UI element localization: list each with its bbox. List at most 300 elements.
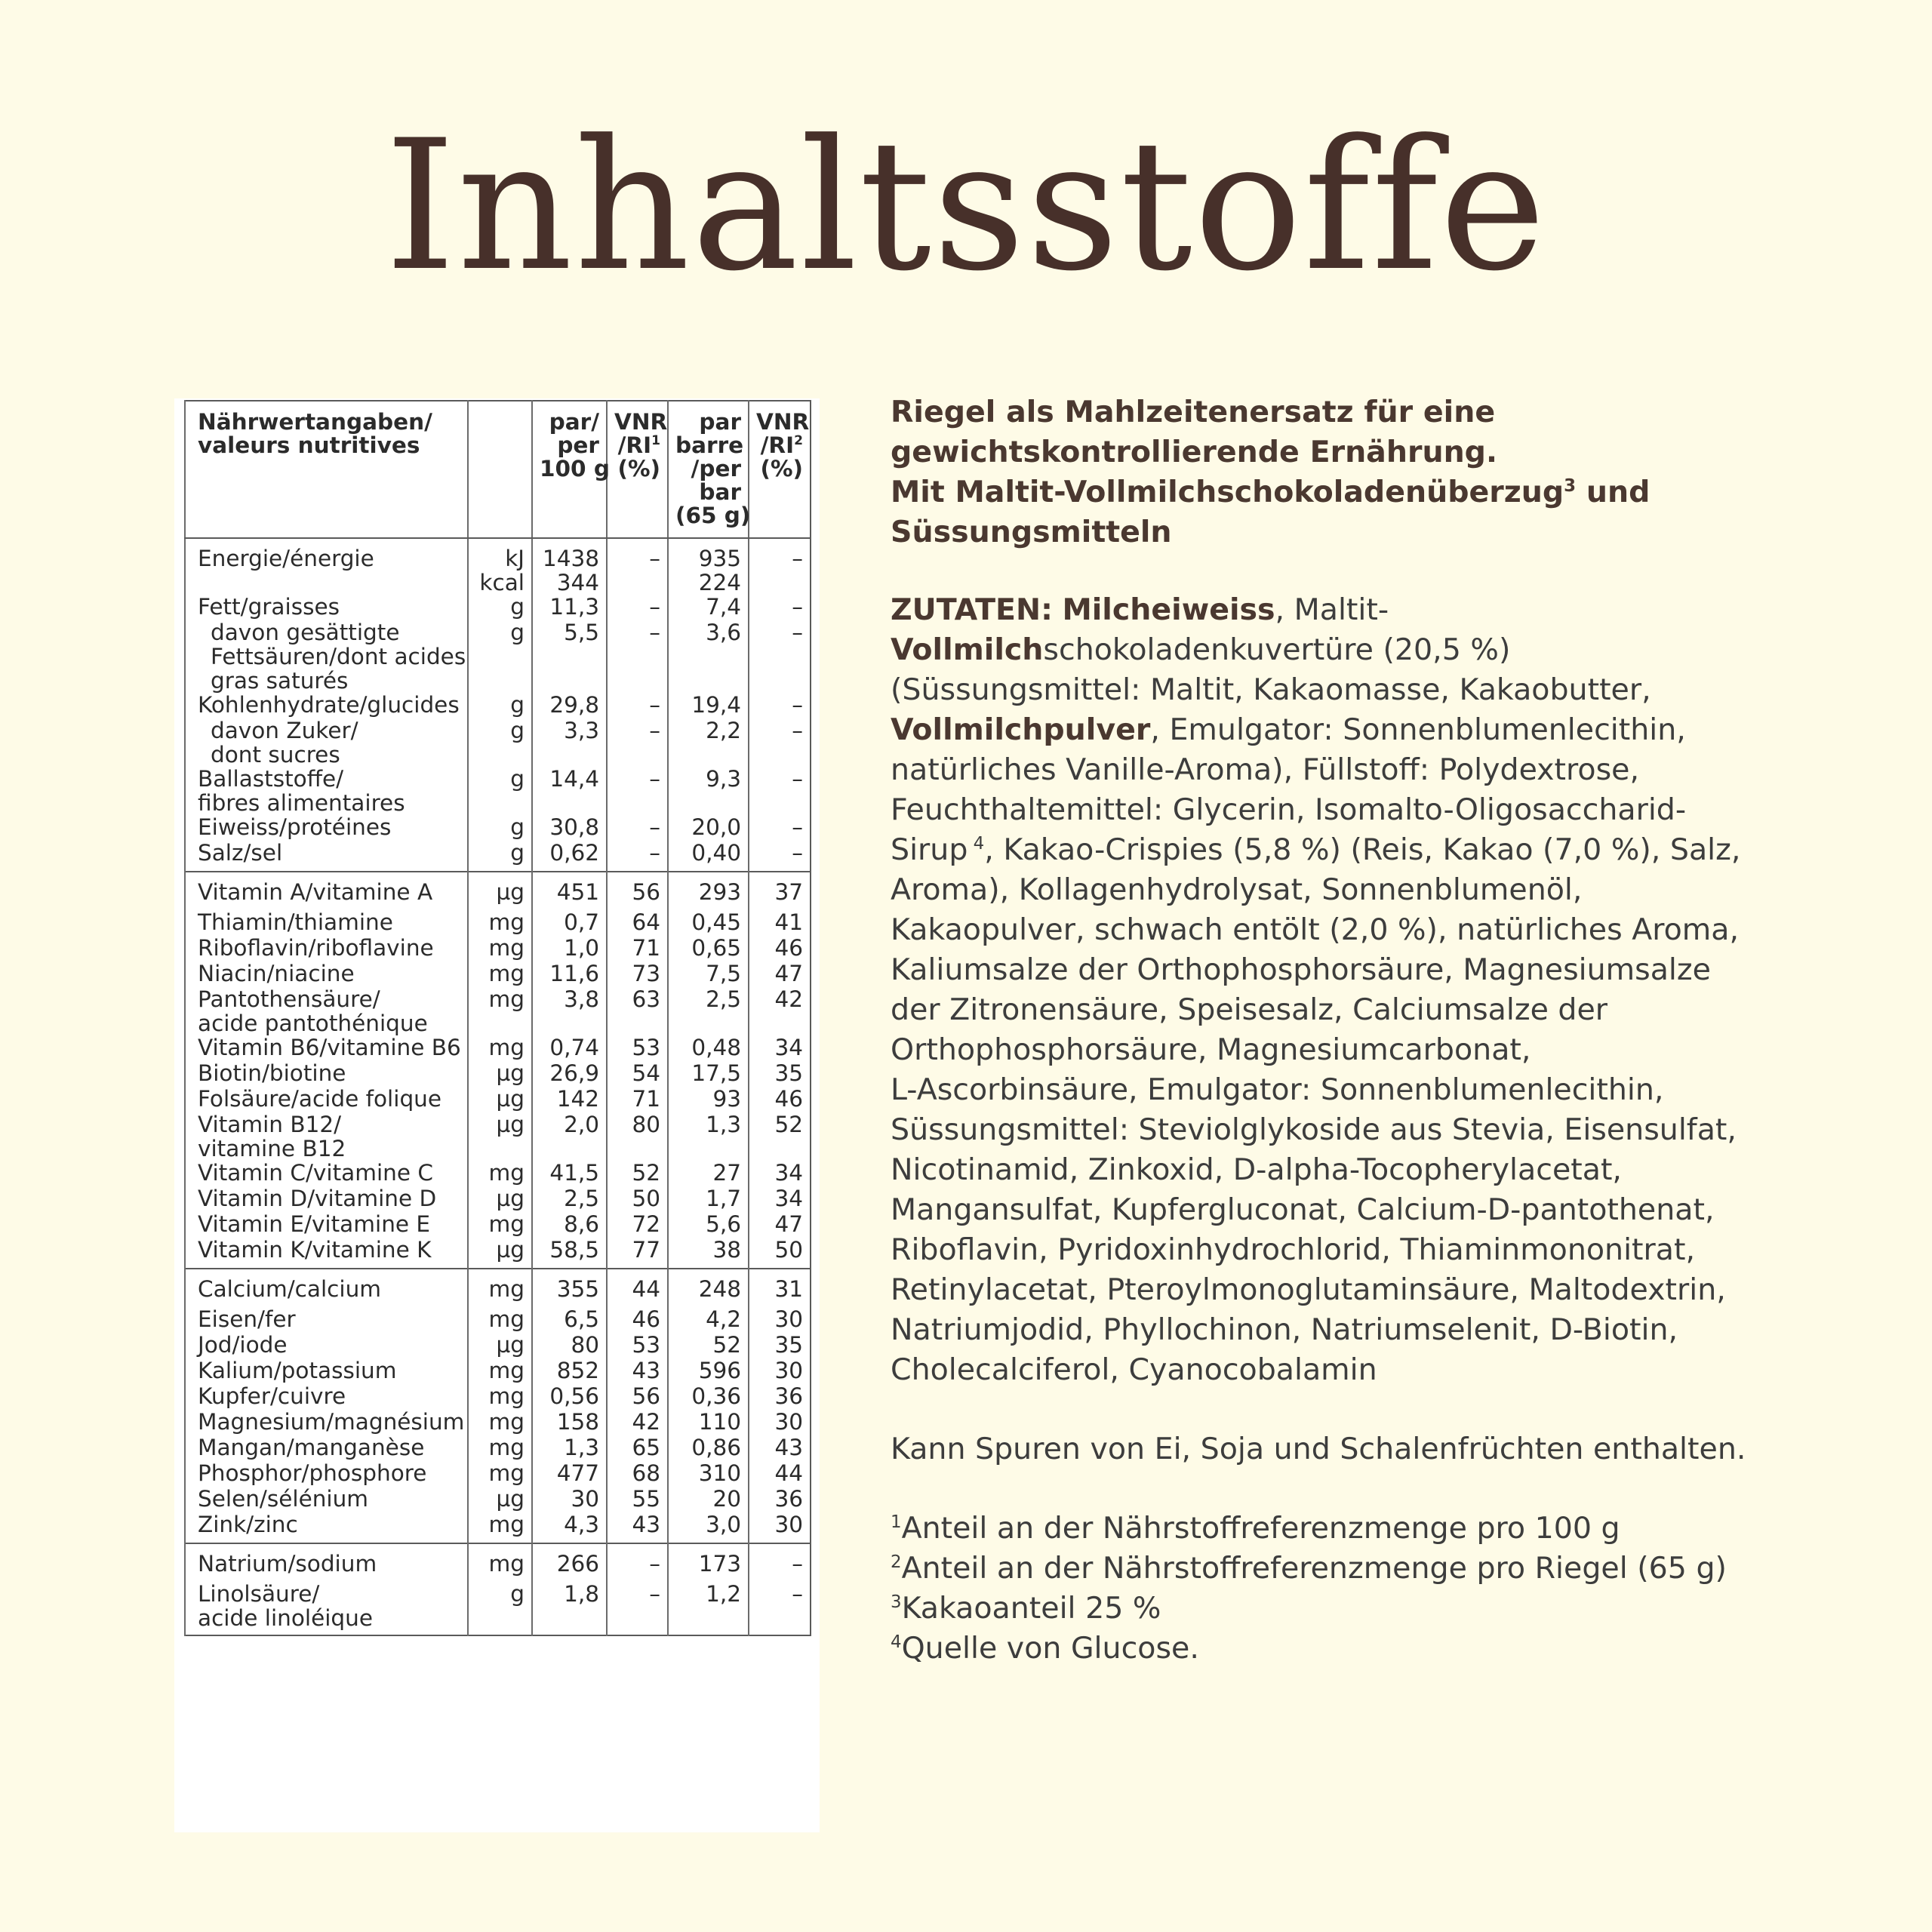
value-per-100g <box>532 1410 607 1435</box>
header-line: valeurs nutritives <box>198 432 420 458</box>
nutrient-unit <box>468 910 532 936</box>
table-row <box>185 1358 811 1384</box>
ri-per-bar-text: 36 <box>774 1383 803 1409</box>
ri-per-bar <box>749 1112 811 1161</box>
table-row <box>185 1487 811 1512</box>
nutrient-name-text: acide linoléique <box>198 1605 373 1631</box>
value-per-bar <box>668 1061 749 1087</box>
nutrient-unit <box>468 1543 532 1582</box>
header-line: per <box>557 432 599 458</box>
value-per-100g <box>532 961 607 987</box>
ingredient-text: Riboflavin, Pyridoxinhydrochlorid, Thiaminmononitrat, <box>891 1232 1696 1267</box>
ri-per-100g <box>607 595 668 620</box>
value-per-100g <box>532 1238 607 1269</box>
header-line: barre <box>675 432 744 458</box>
table-row <box>185 1238 811 1269</box>
nutrient-unit-text: g <box>510 840 525 866</box>
nutrient-unit-text: g <box>510 594 525 620</box>
nutrient-name-text: Jod/iode <box>198 1332 288 1358</box>
value-per-100g-text: 142 <box>556 1086 599 1112</box>
value-per-bar-text: 224 <box>698 570 741 595</box>
nutrient-name <box>185 1512 468 1543</box>
nutrient-name <box>185 595 468 620</box>
header-line: (%) <box>760 456 803 481</box>
nutrient-name <box>185 1461 468 1487</box>
ri-per-100g <box>607 1358 668 1384</box>
value-per-100g <box>532 1161 607 1186</box>
nutrient-name <box>185 1112 468 1161</box>
ri-per-100g-text: 46 <box>632 1306 660 1332</box>
value-per-100g-text: 2,0 <box>564 1112 599 1137</box>
ri-per-bar <box>749 1212 811 1238</box>
table-row <box>185 1212 811 1238</box>
ri-per-bar-text: 37 <box>774 879 803 905</box>
nutrient-name-text: Salz/sel <box>198 840 283 866</box>
value-per-100g-text: 3,8 <box>564 986 599 1012</box>
nutrient-unit <box>468 1061 532 1087</box>
value-per-bar <box>668 1461 749 1487</box>
nutrient-name <box>185 1087 468 1112</box>
value-per-100g <box>532 1582 607 1635</box>
nutrition-table-header <box>185 401 811 538</box>
nutrient-unit <box>468 1333 532 1358</box>
value-per-bar <box>668 1035 749 1061</box>
ri-per-100g-text: 80 <box>632 1112 660 1137</box>
value-per-100g <box>532 1269 607 1307</box>
nutrient-name <box>185 936 468 961</box>
value-per-bar-text: 27 <box>712 1160 741 1186</box>
nutrient-name <box>185 1358 468 1384</box>
nutrient-name-text: Eisen/fer <box>198 1306 296 1332</box>
value-per-bar-text: 38 <box>712 1237 741 1263</box>
ri-per-bar <box>749 1087 811 1112</box>
header-line: bar <box>699 479 741 505</box>
ri-per-100g <box>607 1112 668 1161</box>
value-per-bar <box>668 1186 749 1212</box>
nutrient-name <box>185 693 468 718</box>
table-row <box>185 1035 811 1061</box>
nutrient-unit-text: µg <box>496 1332 525 1358</box>
value-per-bar <box>668 1333 749 1358</box>
value-per-bar-text: 20,0 <box>691 814 741 840</box>
ri-per-100g <box>607 538 668 595</box>
ri-per-100g-text: – <box>649 594 660 620</box>
value-per-bar <box>668 1487 749 1512</box>
nutrient-name <box>185 1410 468 1435</box>
nutrient-name <box>185 1061 468 1087</box>
nutrient-name <box>185 872 468 910</box>
ri-per-100g <box>607 767 668 815</box>
table-row <box>185 1461 811 1487</box>
ri-per-bar <box>749 595 811 620</box>
table-row <box>185 1269 811 1307</box>
value-per-100g-text: 158 <box>556 1409 599 1435</box>
value-per-100g <box>532 815 607 841</box>
ri-per-bar-text: 47 <box>774 1211 803 1237</box>
nutrient-group <box>185 538 811 872</box>
nutrient-name-text: Folsäure/acide folique <box>198 1086 442 1112</box>
header-line: VNR <box>756 409 810 435</box>
ri-per-100g-text: 56 <box>632 1383 660 1409</box>
value-per-100g <box>532 693 607 718</box>
value-per-100g <box>532 1543 607 1582</box>
ri-per-bar <box>749 1435 811 1461</box>
nutrient-name <box>185 1186 468 1212</box>
ri-per-100g-text: – <box>649 814 660 840</box>
header-ri-100g <box>607 401 668 538</box>
nutrient-unit-text: mg <box>488 1358 525 1383</box>
ingredient-text: der Zitronensäure, Speisesalz, Calciumsalze der <box>891 992 1608 1027</box>
ri-per-bar <box>749 1358 811 1384</box>
nutrient-unit-text: mg <box>488 1435 525 1460</box>
value-per-100g <box>532 1307 607 1333</box>
header-line: 100 g <box>540 456 610 481</box>
value-per-100g <box>532 936 607 961</box>
ri-per-bar-text: 35 <box>774 1332 803 1358</box>
ri-per-100g <box>607 620 668 693</box>
footnote-marker: 4 <box>891 1632 902 1652</box>
value-per-bar-text: 4,2 <box>706 1306 741 1332</box>
nutrient-unit <box>468 538 532 595</box>
nutrient-unit <box>468 1238 532 1269</box>
ri-per-bar-text: 42 <box>774 986 803 1012</box>
description-line: Süssungsmitteln <box>891 515 1172 549</box>
nutrient-unit <box>468 1112 532 1161</box>
table-row <box>185 1061 811 1087</box>
ri-per-100g-text: – <box>649 620 660 645</box>
value-per-100g <box>532 841 607 872</box>
nutrient-unit <box>468 1512 532 1543</box>
ri-per-bar <box>749 1582 811 1635</box>
table-row <box>185 815 811 841</box>
value-per-100g <box>532 1061 607 1087</box>
value-per-bar-text: 52 <box>712 1332 741 1358</box>
nutrient-name <box>185 910 468 936</box>
value-per-100g <box>532 872 607 910</box>
ri-per-bar <box>749 1061 811 1087</box>
info-column <box>891 392 1902 1669</box>
value-per-100g <box>532 1358 607 1384</box>
nutrient-name-text: Phosphor/phosphore <box>198 1460 427 1486</box>
ri-per-bar <box>749 815 811 841</box>
footnote-text: Anteil an der Nährstoffreferenzmenge pro 100 g <box>901 1511 1620 1546</box>
ri-per-100g <box>607 936 668 961</box>
nutrient-name <box>185 1269 468 1307</box>
value-per-100g-text: 266 <box>556 1551 599 1577</box>
table-row <box>185 1410 811 1435</box>
nutrient-name <box>185 1307 468 1333</box>
nutrient-name <box>185 815 468 841</box>
ri-per-bar-text: – <box>792 1581 803 1607</box>
nutrient-unit <box>468 1410 532 1435</box>
ingredient-text: Feuchthaltemittel: Glycerin, Isomalto-Oligosaccharid- <box>891 792 1687 827</box>
value-per-bar-text: 1,7 <box>706 1186 741 1211</box>
value-per-bar <box>668 1269 749 1307</box>
value-per-bar-text: 596 <box>698 1358 741 1383</box>
table-row <box>185 1543 811 1582</box>
nutrient-name-text: Vitamin K/vitamine K <box>198 1237 432 1263</box>
ri-per-100g-text: 43 <box>632 1512 660 1537</box>
ri-per-100g <box>607 1384 668 1410</box>
ri-per-100g-text: 63 <box>632 986 660 1012</box>
value-per-100g-text: 0,56 <box>549 1383 599 1409</box>
ri-per-bar-text: – <box>792 1551 803 1577</box>
value-per-bar <box>668 767 749 815</box>
nutrient-name <box>185 987 468 1035</box>
nutrient-name-text: Vitamin B12/ <box>198 1112 342 1137</box>
value-per-100g-text: 3,3 <box>564 718 599 743</box>
nutrient-name-text: Fett/graisses <box>198 594 340 620</box>
nutrient-name-text: Thiamin/thiamine <box>198 909 393 935</box>
value-per-100g <box>532 1186 607 1212</box>
value-per-bar-text: 7,5 <box>706 961 741 986</box>
ri-per-bar-text: 34 <box>774 1035 803 1060</box>
table-row <box>185 1333 811 1358</box>
nutrient-unit-text: kcal <box>479 570 525 595</box>
value-per-100g-text: 451 <box>556 879 599 905</box>
nutrient-unit-text: mg <box>488 1460 525 1486</box>
ri-per-100g <box>607 1238 668 1269</box>
nutrient-name <box>185 1238 468 1269</box>
nutrient-name <box>185 718 468 767</box>
ri-per-bar <box>749 910 811 936</box>
nutrient-unit-text: µg <box>496 1186 525 1211</box>
header-per-bar <box>668 401 749 538</box>
ri-per-100g <box>607 987 668 1035</box>
value-per-100g-text: 26,9 <box>549 1060 599 1086</box>
value-per-100g <box>532 538 607 595</box>
nutrient-unit <box>468 1461 532 1487</box>
footnote-marker: 1 <box>891 1512 902 1532</box>
value-per-bar <box>668 1582 749 1635</box>
value-per-100g <box>532 987 607 1035</box>
nutrient-name-text: Vitamin B6/vitamine B6 <box>198 1035 461 1060</box>
value-per-bar-text: 3,6 <box>706 620 741 645</box>
table-row <box>185 1186 811 1212</box>
value-per-100g-text: 0,62 <box>549 840 599 866</box>
ri-per-100g <box>607 841 668 872</box>
ri-per-bar <box>749 1512 811 1543</box>
value-per-100g-text: 14,4 <box>549 766 599 792</box>
header-line: (%) <box>617 456 660 481</box>
ri-per-100g <box>607 1410 668 1435</box>
value-per-bar <box>668 936 749 961</box>
ri-per-bar-text: 34 <box>774 1160 803 1186</box>
value-per-100g <box>532 1512 607 1543</box>
ingredient-text: Süssungsmittel: Steviolglykoside aus Stevia, Eisensulfat, <box>891 1112 1737 1147</box>
value-per-100g <box>532 767 607 815</box>
ri-per-bar-text: – <box>792 620 803 645</box>
nutrient-name <box>185 1035 468 1061</box>
nutrient-unit <box>468 718 532 767</box>
table-row <box>185 538 811 595</box>
value-per-bar <box>668 872 749 910</box>
nutrient-unit <box>468 1582 532 1635</box>
nutrient-unit-text: mg <box>488 1035 525 1060</box>
nutrient-name-text: Ballaststoffe/ <box>198 766 344 792</box>
ingredient-text: Kaliumsalze der Orthophosphorsäure, Magnesiumsalze <box>891 952 1711 987</box>
nutrient-name-text: dont sucres <box>211 742 340 768</box>
value-per-100g-text: 29,8 <box>549 692 599 718</box>
ri-per-bar-text: – <box>792 814 803 840</box>
ingredient-text: (Süssungsmittel: Maltit, Kakaomasse, Kakaobutter, <box>891 672 1651 707</box>
nutrient-name-text: Magnesium/magnésium <box>198 1409 465 1435</box>
value-per-bar-text: 248 <box>698 1276 741 1302</box>
value-per-bar-text: 0,45 <box>691 909 741 935</box>
nutrient-name <box>185 1161 468 1186</box>
nutrient-unit <box>468 693 532 718</box>
value-per-100g <box>532 595 607 620</box>
table-row <box>185 620 811 693</box>
ri-per-100g-text: 44 <box>632 1276 660 1302</box>
nutrient-name-text: Selen/sélénium <box>198 1486 369 1512</box>
value-per-100g <box>532 1435 607 1461</box>
value-per-bar <box>668 620 749 693</box>
value-per-bar-text: 93 <box>712 1086 741 1112</box>
ri-per-bar-text: 46 <box>774 1086 803 1112</box>
nutrient-name <box>185 1333 468 1358</box>
value-per-100g-text: 30 <box>571 1486 599 1512</box>
nutrient-unit <box>468 1035 532 1061</box>
ri-per-100g <box>607 1435 668 1461</box>
ingredient-text: L-Ascorbinsäure, Emulgator: Sonnenblumenlecithin, <box>891 1072 1664 1107</box>
ingredient-text: , Maltit- <box>1275 592 1389 627</box>
ri-per-100g-text: 72 <box>632 1211 660 1237</box>
value-per-bar-text: 1,2 <box>706 1581 741 1607</box>
header-line: Nährwertangaben/ <box>198 409 432 435</box>
ri-per-100g-text: 64 <box>632 909 660 935</box>
header-line: VNR <box>614 409 668 435</box>
nutrient-unit-text: g <box>510 718 525 743</box>
ri-per-100g-text: 53 <box>632 1332 660 1358</box>
value-per-bar-text: 310 <box>698 1460 741 1486</box>
value-per-bar-text: 935 <box>698 546 741 571</box>
ingredient-text: Aroma), Kollagenhydrolysat, Sonnenblumenöl, <box>891 872 1583 907</box>
value-per-100g-text: 6,5 <box>564 1306 599 1332</box>
value-per-100g-text: 852 <box>556 1358 599 1383</box>
ri-per-100g <box>607 718 668 767</box>
value-per-100g-text: 5,5 <box>564 620 599 645</box>
ingredient-text: Cholecalciferol, Cyanocobalamin <box>891 1352 1377 1387</box>
nutrient-unit-text: mg <box>488 935 525 961</box>
ri-per-bar <box>749 538 811 595</box>
value-per-bar <box>668 1543 749 1582</box>
nutrient-unit <box>468 1161 532 1186</box>
value-per-100g-text: 58,5 <box>549 1237 599 1263</box>
nutrient-unit <box>468 620 532 693</box>
ri-per-100g <box>607 1161 668 1186</box>
ingredients-list <box>891 590 1902 1390</box>
ri-per-bar <box>749 1186 811 1212</box>
ri-per-bar-text: – <box>792 840 803 866</box>
value-per-bar-text: 5,6 <box>706 1211 741 1237</box>
nutrient-unit <box>468 595 532 620</box>
value-per-bar-text: 3,0 <box>706 1512 741 1537</box>
nutrient-name-text: vitamine B12 <box>198 1136 346 1161</box>
value-per-bar <box>668 1435 749 1461</box>
header-nutrients <box>185 401 468 538</box>
value-per-bar <box>668 815 749 841</box>
ri-per-bar-text: 30 <box>774 1512 803 1537</box>
ri-per-bar-text: – <box>792 692 803 718</box>
value-per-bar-text: 0,86 <box>691 1435 741 1460</box>
value-per-bar <box>668 1307 749 1333</box>
description-line: Mit Maltit-Vollmilchschokoladenüberzug <box>891 475 1564 509</box>
nutrient-unit-text: kJ <box>505 546 525 571</box>
value-per-100g-text: 11,3 <box>549 594 599 620</box>
nutrient-name-text: Eiweiss/protéines <box>198 814 392 840</box>
ingredient-highlight: Vollmilch <box>891 632 1044 667</box>
value-per-100g <box>532 1333 607 1358</box>
ri-per-bar <box>749 936 811 961</box>
nutrient-name-text: fibres alimentaires <box>198 790 405 816</box>
nutrient-name-text: davon Zuker/ <box>211 718 358 743</box>
value-per-bar <box>668 1087 749 1112</box>
nutrient-name-text: gras saturés <box>211 668 349 694</box>
footnote <box>891 1549 1902 1589</box>
ri-per-100g-text: 50 <box>632 1186 660 1211</box>
table-row <box>185 987 811 1035</box>
nutrition-table <box>184 400 811 1636</box>
value-per-100g-text: 0,7 <box>564 909 599 935</box>
nutrient-unit-text: g <box>510 814 525 840</box>
ri-per-100g-text: 68 <box>632 1460 660 1486</box>
ri-per-bar <box>749 987 811 1035</box>
ri-per-bar-text: 41 <box>774 909 803 935</box>
nutrient-unit <box>468 1435 532 1461</box>
ri-per-100g-text: 53 <box>632 1035 660 1060</box>
ri-per-bar <box>749 1307 811 1333</box>
header-line: /RI <box>760 432 795 458</box>
ri-per-100g <box>607 1212 668 1238</box>
nutrient-name <box>185 1384 468 1410</box>
nutrient-name-text: Mangan/manganèse <box>198 1435 425 1460</box>
value-per-100g-text: 41,5 <box>549 1160 599 1186</box>
ri-per-100g-text: – <box>649 1551 660 1577</box>
value-per-bar-text: 0,48 <box>691 1035 741 1060</box>
nutrient-name <box>185 1212 468 1238</box>
nutrient-unit-text: g <box>510 692 525 718</box>
nutrient-unit <box>468 1212 532 1238</box>
nutrient-name-text: Natrium/sodium <box>198 1551 377 1577</box>
footnote <box>891 1629 1902 1669</box>
ri-per-100g <box>607 815 668 841</box>
ri-per-bar <box>749 1487 811 1512</box>
ri-per-100g-text: 71 <box>632 1086 660 1112</box>
table-row <box>185 1112 811 1161</box>
header-unit <box>468 401 532 538</box>
description-line: Riegel als Mahlzeitenersatz für eine <box>891 395 1496 429</box>
value-per-bar-text: 293 <box>698 879 741 905</box>
ri-per-100g <box>607 1543 668 1582</box>
ri-per-100g <box>607 1035 668 1061</box>
value-per-100g-text: 1,8 <box>564 1581 599 1607</box>
ri-per-100g <box>607 1512 668 1543</box>
value-per-100g <box>532 910 607 936</box>
nutrient-unit <box>468 1307 532 1333</box>
value-per-100g-text: 11,6 <box>549 961 599 986</box>
ingredient-text <box>1053 592 1063 627</box>
nutrient-name-text: Fettsäuren/dont acides <box>211 644 466 669</box>
ri-per-bar-text: 43 <box>774 1435 803 1460</box>
ri-per-bar-text: 30 <box>774 1409 803 1435</box>
nutrient-name <box>185 1582 468 1635</box>
ri-per-bar <box>749 1269 811 1307</box>
ri-per-bar-text: 30 <box>774 1306 803 1332</box>
value-per-100g <box>532 1384 607 1410</box>
ri-per-100g-text: 54 <box>632 1060 660 1086</box>
ri-per-bar-text: 36 <box>774 1486 803 1512</box>
